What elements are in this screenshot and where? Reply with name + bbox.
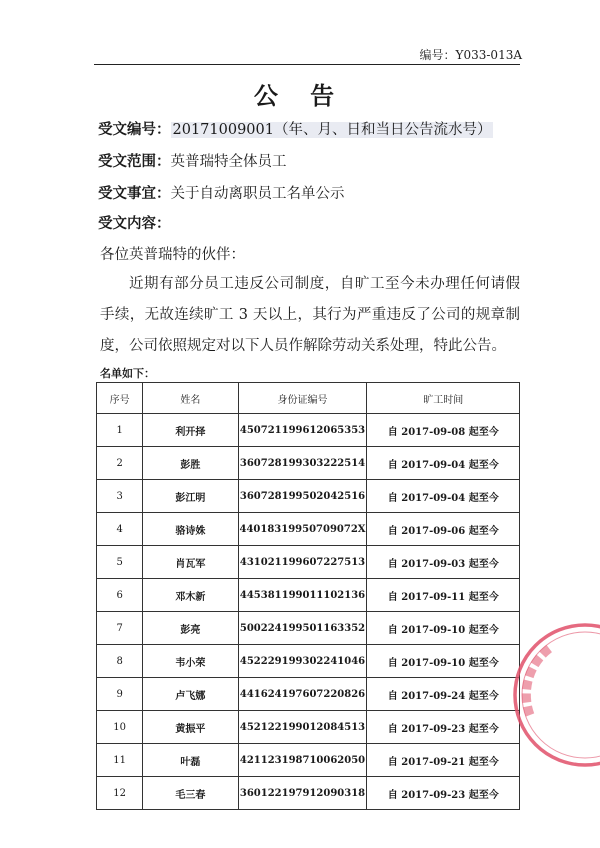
row-absence-time: 自 2017-09-03 起至今 (367, 546, 520, 579)
table-row (97, 414, 520, 447)
row-name: 彭亮 (143, 612, 238, 645)
dismissal-table (96, 382, 520, 810)
table-header-row (97, 383, 520, 414)
page-title: 公 告 (253, 82, 347, 110)
table-row (97, 546, 520, 579)
row-index: 5 (97, 546, 143, 579)
row-index: 12 (97, 777, 143, 810)
row-index: 9 (97, 678, 143, 711)
row-index: 6 (97, 579, 143, 612)
row-name: 彭胜 (143, 447, 238, 480)
header-rule (94, 64, 520, 65)
notice-paragraph: 近期有部分员工违反公司制度，自旷工至今未办理任何请假手续，无故连续旷工 3 天以上，其行为严重违反了公司的规章制度，公司依照规定对以下人员作解除劳动关系处理，特此公告。 (100, 276, 520, 354)
row-id-number: 44018319950709072X (238, 513, 367, 546)
list-title: 名单如下： (100, 367, 155, 380)
greeting: 各位英普瑞特的伙伴： (100, 247, 245, 263)
table-row (97, 513, 520, 546)
row-absence-time: 自 2017-09-04 起至今 (367, 447, 520, 480)
row-name: 骆诗姝 (143, 513, 238, 546)
header-id-number: 身份证编号 (238, 383, 367, 414)
company-seal-icon (510, 620, 600, 770)
row-id-number: 500224199501163352 (238, 612, 367, 645)
row-absence-time: 自 2017-09-11 起至今 (367, 579, 520, 612)
field-content-label: 受文内容： (98, 216, 171, 232)
field-scope (98, 150, 287, 171)
row-id-number: 441624197607220826 (238, 678, 367, 711)
field-content (98, 212, 171, 233)
row-absence-time: 自 2017-09-23 起至今 (367, 777, 520, 810)
row-id-number: 431021199607227513 (238, 546, 367, 579)
row-absence-time: 自 2017-09-23 起至今 (367, 711, 520, 744)
row-id-number: 360728199502042516 (238, 480, 367, 513)
row-index: 7 (97, 612, 143, 645)
row-id-number: 452229199302241046 (238, 645, 367, 678)
row-name: 毛三春 (143, 777, 238, 810)
field-scope-label: 受文范围： (98, 154, 171, 170)
header-name: 姓名 (143, 383, 238, 414)
row-absence-time: 自 2017-09-24 起至今 (367, 678, 520, 711)
table-row (97, 777, 520, 810)
row-index: 10 (97, 711, 143, 744)
row-index: 1 (97, 414, 143, 447)
field-subject (98, 182, 345, 203)
row-name: 肖瓦军 (143, 546, 238, 579)
row-name: 彭江明 (143, 480, 238, 513)
row-absence-time: 自 2017-09-10 起至今 (367, 612, 520, 645)
row-id-number: 360122197912090318 (238, 777, 367, 810)
table-row (97, 447, 520, 480)
table-row (97, 612, 520, 645)
field-scope-value: 英普瑞特全体员工 (170, 154, 287, 170)
row-absence-time: 自 2017-09-10 起至今 (367, 645, 520, 678)
row-id-number: 450721199612065353 (238, 414, 367, 447)
table-row (97, 579, 520, 612)
field-doc-no (98, 118, 493, 139)
header-index: 序号 (97, 383, 143, 414)
row-index: 4 (97, 513, 143, 546)
document-code: 编号：Y033-013A (419, 48, 522, 62)
row-id-number: 421123198710062050 (238, 744, 367, 777)
row-index: 8 (97, 645, 143, 678)
header-absence-time: 旷工时间 (367, 383, 520, 414)
row-name: 叶磊 (143, 744, 238, 777)
row-id-number: 452122199012084513 (238, 711, 367, 744)
row-index: 3 (97, 480, 143, 513)
row-absence-time: 自 2017-09-06 起至今 (367, 513, 520, 546)
row-name: 邓木新 (143, 579, 238, 612)
row-name: 利开择 (143, 414, 238, 447)
row-name: 黄振平 (143, 711, 238, 744)
row-id-number: 360728199303222514 (238, 447, 367, 480)
table-row (97, 711, 520, 744)
row-absence-time: 自 2017-09-08 起至今 (367, 414, 520, 447)
row-absence-time: 自 2017-09-04 起至今 (367, 480, 520, 513)
table-row (97, 744, 520, 777)
row-name: 韦小荣 (143, 645, 238, 678)
field-doc-no-value: 20171009001（年、月、日和当日公告流水号） (172, 122, 492, 138)
table-row (97, 678, 520, 711)
table-row (97, 480, 520, 513)
row-id-number: 445381199011102136 (238, 579, 367, 612)
row-absence-time: 自 2017-09-21 起至今 (367, 744, 520, 777)
row-index: 11 (97, 744, 143, 777)
field-doc-no-label: 受文编号： (98, 122, 171, 138)
field-subject-value: 关于自动离职员工名单公示 (170, 186, 345, 202)
field-subject-label: 受文事宜： (98, 186, 171, 202)
row-name: 卢飞娜 (143, 678, 238, 711)
table-row (97, 645, 520, 678)
row-index: 2 (97, 447, 143, 480)
